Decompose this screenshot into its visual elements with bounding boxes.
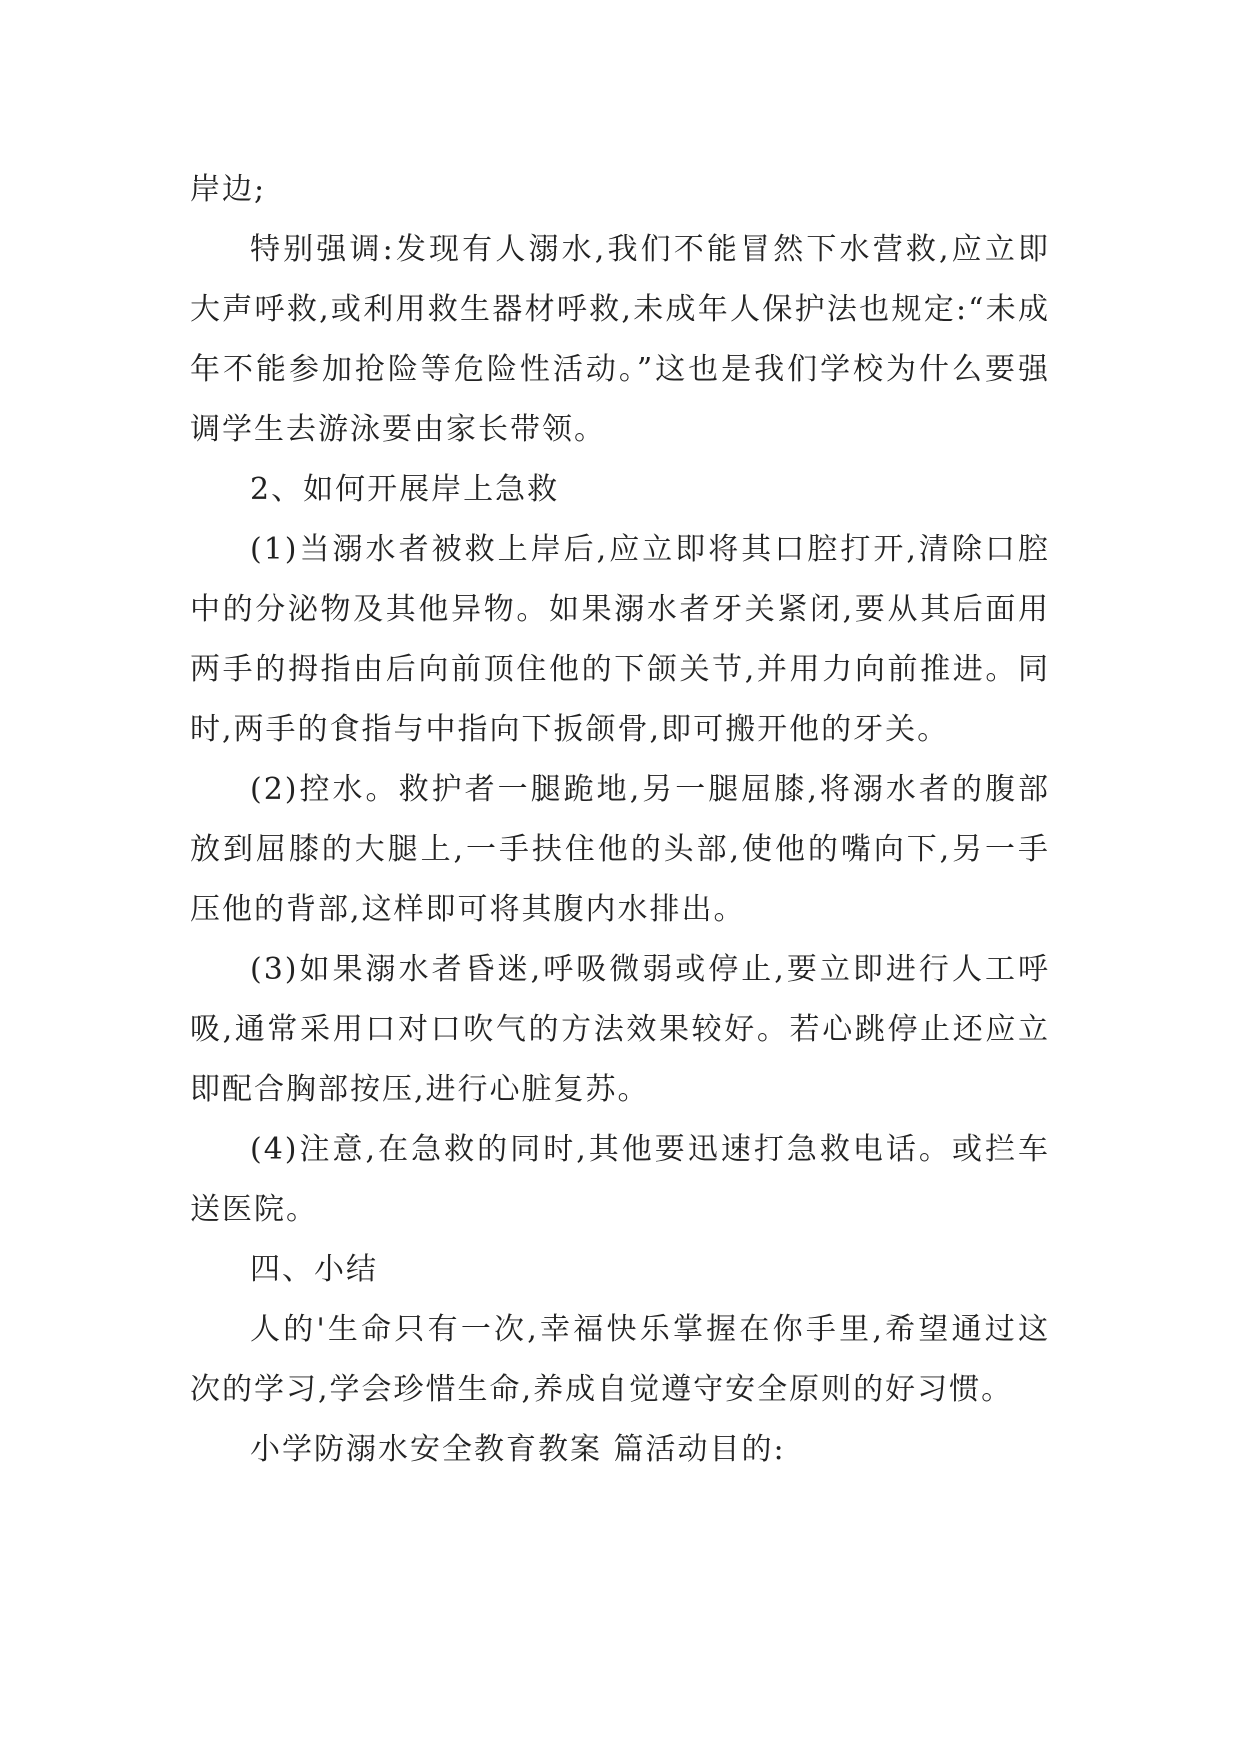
section-heading-rescue: 2、如何开展岸上急救 xyxy=(250,472,560,507)
paragraph-step-1: (1)当溺水者被救上岸后,应立即将其口腔打开,清除口腔中的分泌物及其他异物。如果溺水者牙关紧闭,要从其后面用两手的拇指由后向前顶住他的下颌关节,并用力向前推进。同时,两手的食指与中指向下扳颌骨,即可搬开他的牙关。 xyxy=(190,532,1050,747)
paragraph-continuation: 岸边; xyxy=(190,172,267,207)
document-body xyxy=(190,160,1050,1480)
paragraph-emphasis: 特别强调:发现有人溺水,我们不能冒然下水营救,应立即大声呼救,或利用救生器材呼救,未成年人保护法也规定:“未成年不能参加抢险等危险性活动。”这也是我们学校为什么要强调学生去游泳要由家长带领。 xyxy=(190,232,1050,447)
paragraph-step-4: (4)注意,在急救的同时,其他要迅速打急救电话。或拦车送医院。 xyxy=(190,1132,1050,1227)
paragraph-step-3: (3)如果溺水者昏迷,呼吸微弱或停止,要立即进行人工呼吸,通常采用口对口吹气的方法效果较好。若心跳停止还应立即配合胸部按压,进行心脏复苏。 xyxy=(190,952,1050,1107)
section-heading-summary: 四、小结 xyxy=(250,1252,378,1287)
paragraph-step-2: (2)控水。救护者一腿跪地,另一腿屈膝,将溺水者的腹部放到屈膝的大腿上,一手扶住他的头部,使他的嘴向下,另一手压他的背部,这样即可将其腹内水排出。 xyxy=(190,772,1050,927)
paragraph-summary: 人的'生命只有一次,幸福快乐掌握在你手里,希望通过这次的学习,学会珍惜生命,养成自觉遵守安全原则的好习惯。 xyxy=(190,1312,1050,1407)
paragraph-next-plan: 小学防溺水安全教育教案 篇活动目的: xyxy=(250,1432,786,1467)
